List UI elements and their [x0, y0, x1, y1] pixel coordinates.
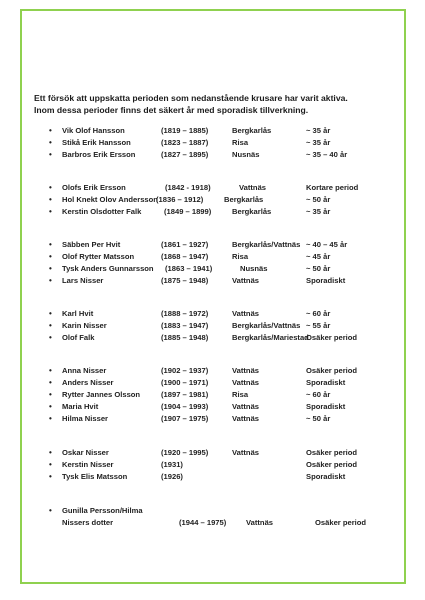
person-place: Vattnäs — [246, 518, 274, 527]
active-period: Osäker period — [306, 448, 358, 457]
person-name: Säbben Per Hvit — [62, 240, 121, 249]
bullet: • — [49, 414, 52, 423]
person-years: (1863 – 1941) — [165, 264, 213, 273]
bullet: • — [49, 448, 52, 457]
list-item — [0, 308, 425, 320]
list-item — [0, 332, 425, 344]
active-period: ~ 35 år — [306, 138, 331, 147]
person-place: Bergkarlås/Mariestad — [232, 333, 309, 342]
person-name: Lars Nisser — [62, 276, 104, 285]
list-item — [0, 320, 425, 332]
person-years: (1868 – 1947) — [161, 252, 209, 261]
bullet: • — [49, 138, 52, 147]
bullet: • — [49, 195, 52, 204]
person-name: Olof Rytter Matsson — [62, 252, 135, 261]
intro-line-2: Inom dessa perioder finns det säkert år med sporadisk tillverkning. — [34, 105, 309, 115]
intro-text — [34, 92, 394, 116]
list-item — [0, 459, 425, 471]
person-place: Bergkarlås/Vattnäs — [232, 240, 301, 249]
person-place: Vattnäs — [232, 378, 260, 387]
person-place: Risa — [232, 138, 249, 147]
person-place: Vattnäs — [232, 309, 260, 318]
person-name: Kerstin Nisser — [62, 460, 114, 469]
list-item — [0, 275, 425, 287]
person-place: Vattnäs — [232, 276, 260, 285]
bullet: • — [49, 506, 52, 515]
person-name: Anna Nisser — [62, 366, 107, 375]
active-period: ~ 40 – 45 år — [306, 240, 348, 249]
person-name: Anders Nisser — [62, 378, 114, 387]
person-years: (1931) — [161, 460, 183, 469]
bullet: • — [49, 321, 52, 330]
active-period: ~ 60 år — [306, 390, 331, 399]
active-period: ~ 50 år — [306, 195, 331, 204]
person-place: Nusnäs — [240, 264, 268, 273]
person-years: (1883 – 1947) — [161, 321, 209, 330]
person-name: Karl Hvit — [62, 309, 94, 318]
bullet: • — [49, 252, 52, 261]
active-period: Kortare period — [306, 183, 359, 192]
person-years: (1819 – 1885) — [161, 126, 209, 135]
bullet: • — [49, 207, 52, 216]
person-years: (1920 – 1995) — [161, 448, 209, 457]
bullet: • — [49, 309, 52, 318]
person-years: (1900 – 1971) — [161, 378, 209, 387]
list-item — [0, 505, 425, 517]
list-item — [0, 239, 425, 251]
active-period: Osäker period — [306, 460, 358, 469]
person-place: Bergkarlås/Vattnäs — [232, 321, 301, 330]
bullet: • — [49, 472, 52, 481]
person-place: Risa — [232, 252, 249, 261]
list-item — [0, 365, 425, 377]
person-place: Vattnäs — [232, 414, 260, 423]
person-name: Maria Hvit — [62, 402, 99, 411]
active-period: Osäker period — [306, 366, 358, 375]
person-place: Bergkarlås — [232, 126, 272, 135]
person-place: Vattnäs — [232, 448, 260, 457]
person-place: Risa — [232, 390, 249, 399]
bullet: • — [49, 460, 52, 469]
person-name: Kerstin Olsdotter Falk — [62, 207, 142, 216]
active-period: Sporadiskt — [306, 472, 346, 481]
list-item — [0, 149, 425, 161]
person-place: Vattnäs — [232, 366, 260, 375]
person-name: Rytter Jannes Olsson — [62, 390, 141, 399]
person-name: Tysk Elis Matsson — [62, 472, 128, 481]
list-item — [0, 263, 425, 275]
bullet: • — [49, 402, 52, 411]
active-period: ~ 35 år — [306, 207, 331, 216]
list-item — [0, 194, 425, 206]
person-place: Bergkarlås — [224, 195, 264, 204]
person-name: Karin Nisser — [62, 321, 107, 330]
person-name: Olofs Erik Ersson — [62, 183, 126, 192]
list-item — [0, 389, 425, 401]
person-name: Hilma Nisser — [62, 414, 109, 423]
person-years: (1836 – 1912) — [156, 195, 204, 204]
bullet: • — [49, 333, 52, 342]
list-item — [0, 447, 425, 459]
bullet: • — [49, 366, 52, 375]
list-item — [0, 413, 425, 425]
bullet: • — [49, 378, 52, 387]
bullet: • — [49, 390, 52, 399]
person-years: (1907 – 1975) — [161, 414, 209, 423]
bullet: • — [49, 150, 52, 159]
person-years: (1875 – 1948) — [161, 276, 209, 285]
person-years: (1888 – 1972) — [161, 309, 209, 318]
list-item — [0, 125, 425, 137]
list-item — [0, 137, 425, 149]
person-place: Bergkarlås — [232, 207, 272, 216]
person-name: Vik Olof Hansson — [62, 126, 125, 135]
person-place: Vattnäs — [239, 183, 267, 192]
list-item — [0, 471, 425, 483]
person-years: (1827 – 1895) — [161, 150, 209, 159]
active-period: ~ 45 år — [306, 252, 331, 261]
person-years: (1842 - 1918) — [165, 183, 211, 192]
person-name: Oskar Nisser — [62, 448, 109, 457]
person-years: (1823 – 1887) — [161, 138, 209, 147]
person-place: Nusnäs — [232, 150, 260, 159]
person-name: Gunilla Persson/Hilma — [62, 506, 143, 515]
active-period: Sporadiskt — [306, 276, 346, 285]
person-years: (1861 – 1927) — [161, 240, 209, 249]
list-item — [0, 182, 425, 194]
person-name: Stikå Erik Hansson — [62, 138, 131, 147]
active-period: ~ 35 – 40 år — [306, 150, 348, 159]
active-period: Osäker period — [315, 518, 367, 527]
bullet: • — [49, 276, 52, 285]
person-years: (1944 – 1975) — [179, 518, 227, 527]
person-name: Olof Falk — [62, 333, 95, 342]
person-name: Hol Knekt Olov Andersson — [62, 195, 158, 204]
active-period: Sporadiskt — [306, 378, 346, 387]
person-years: (1897 – 1981) — [161, 390, 209, 399]
active-period: Sporadiskt — [306, 402, 346, 411]
active-period: ~ 50 år — [306, 264, 331, 273]
person-name: Tysk Anders Gunnarsson — [62, 264, 154, 273]
active-period: ~ 60 år — [306, 309, 331, 318]
list-item — [0, 517, 425, 529]
person-place: Vattnäs — [232, 402, 260, 411]
list-item — [0, 377, 425, 389]
active-period: ~ 35 år — [306, 126, 331, 135]
person-name: Nissers dotter — [62, 518, 114, 527]
bullet: • — [49, 264, 52, 273]
person-name: Barbros Erik Ersson — [62, 150, 136, 159]
list-item — [0, 251, 425, 263]
active-period: Osäker period — [306, 333, 358, 342]
list-item — [0, 401, 425, 413]
active-period: ~ 55 år — [306, 321, 331, 330]
person-years: (1849 – 1899) — [164, 207, 212, 216]
person-years: (1902 – 1937) — [161, 366, 209, 375]
intro-line-1: Ett försök att uppskatta perioden som nedanstående krusare har varit aktiva. — [34, 93, 348, 103]
person-years: (1926) — [161, 472, 183, 481]
person-years: (1885 – 1948) — [161, 333, 209, 342]
list-item — [0, 206, 425, 218]
active-period: ~ 50 år — [306, 414, 331, 423]
person-years: (1904 – 1993) — [161, 402, 209, 411]
bullet: • — [49, 183, 52, 192]
bullet: • — [49, 126, 52, 135]
bullet: • — [49, 240, 52, 249]
